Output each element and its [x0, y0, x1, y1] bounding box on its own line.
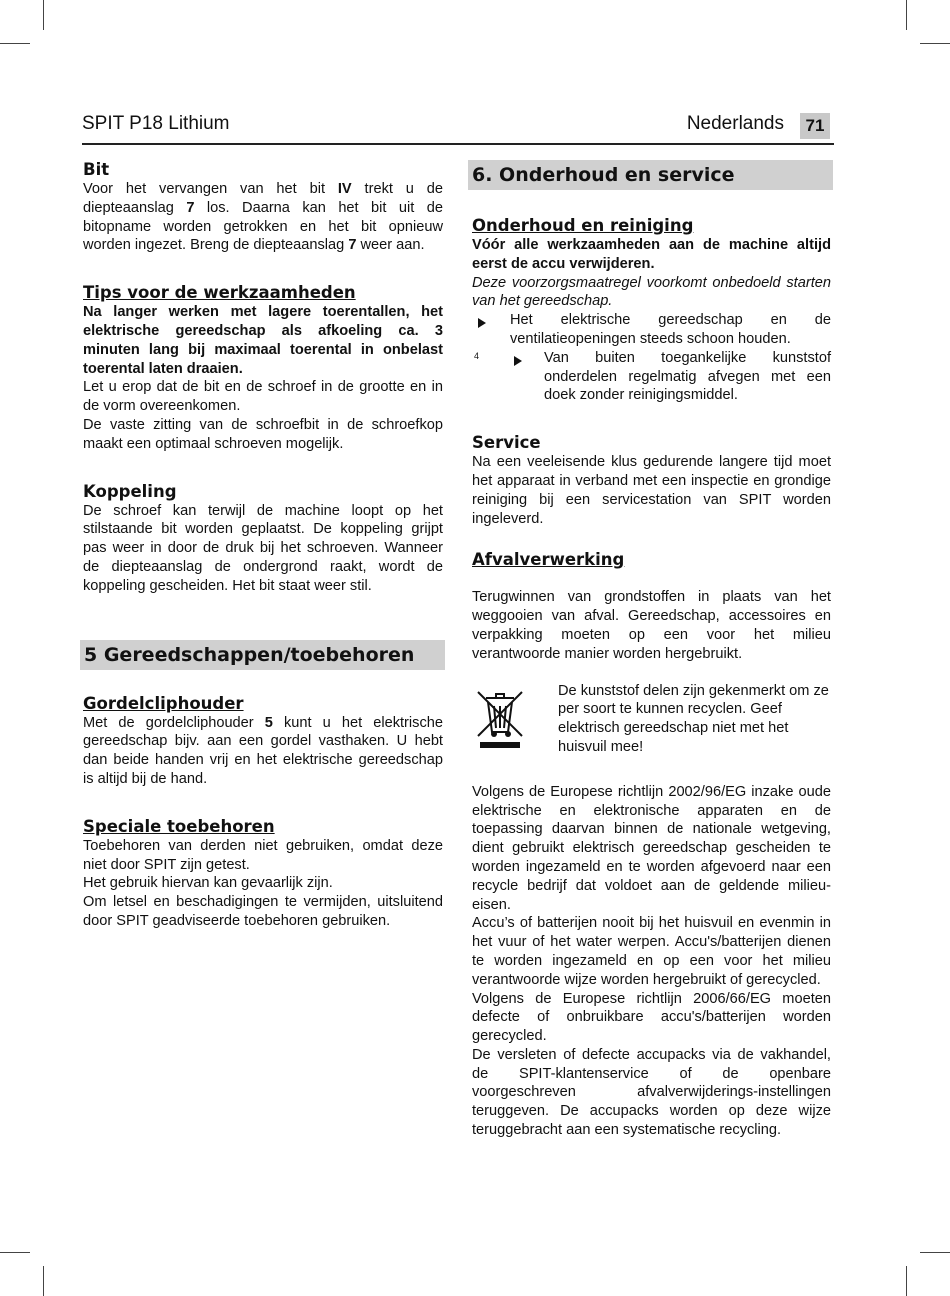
section-6-heading: 6. Onderhoud en service	[468, 160, 833, 190]
heading-onderhoud: Onderhoud en reiniging	[472, 216, 694, 235]
koppeling-text: De schroef kan terwijl de machine loopt op het stilstaande bit worden geplaatst. De koppeling grijpt pas weer in door de druk bij het schroeven. Wanneer de diepteaanslag de ondergrond raakt, wordt de koppeling gescheiden. Het bit staat weer stil.	[83, 502, 443, 594]
right-column	[472, 160, 831, 1140]
tips-bold-text: Na langer werken met lagere toerentallen, het elektrische gereedschap als afkoeling ca. 3 minuten lang bij maximaal toerental in onbelast toerental laten draaien.	[83, 304, 443, 377]
heading-koppeling: Koppeling	[83, 481, 177, 501]
heading-gordelcliphouder: Gordelcliphouder	[83, 693, 244, 713]
speciale-paragraph: Toebehoren van derden niet gebruiken, omdat deze niet door SPIT zijn getest.	[83, 837, 443, 873]
crop-mark	[920, 43, 950, 44]
tips-paragraph: De vaste zitting van de schroefbit in de schroefkop maakt een optimaal schroeven mogelijk.	[83, 416, 443, 452]
section-gordel	[83, 694, 443, 789]
heading-service: Service	[472, 433, 541, 453]
bullet-arrow-icon	[488, 349, 528, 405]
document-title: SPIT P18 Lithium	[82, 113, 230, 134]
afval-paragraph: Volgens de Europese richtlijn 2006/66/EG moeten defecte of onbruikbare accu's/batterijen worden gerecycled.	[472, 990, 831, 1045]
afval-intro: Terugwinnen van grondstoffen in plaats van het weggooien van afval. Gereedschap, accessoires en verpakking moeten op een voor het milieu verantwoorde manier worden hergebruikt.	[472, 589, 831, 662]
bullet-text: Van buiten toegankelijke kunststof onderdelen regelmatig afvegen met een doek zonder reinigingsmiddel.	[544, 349, 831, 404]
bit-text: Voor het vervangen van het bit IV trekt u de diepteaanslag 7 los. Daarna kan het bit uit de bitopname worden getrokken en het bit opnieuw worden ingezet. Breng de diepteaanslag 7 weer aan.	[83, 181, 443, 254]
gordel-text: Met de gordelcliphouder 5 kunt u het elektrische gereedschap bijv. aan een gordel vasthaken. U hebt dan beide handen vrij en het elektrische gereedschap is altijd bij de hand.	[83, 714, 443, 787]
crop-mark	[0, 43, 30, 44]
heading-bit: Bit	[83, 160, 110, 179]
bullet-marker: 4	[474, 350, 480, 361]
section-koppeling	[83, 482, 443, 596]
section-service	[472, 433, 831, 528]
section-bit	[83, 160, 443, 255]
crop-mark	[906, 0, 907, 30]
bullet-text: Het elektrische gereedschap en de ventilatieopeningen steeds schoon houden.	[510, 312, 831, 347]
afval-paragraph: De versleten of defecte accupacks via de vakhandel, de SPIT-klantenservice of de openbare voorgeschreven afvalverwijderings-instellingen teruggeven. De accupacks worden op deze wijze teruggebracht aan een systematische recycling.	[472, 1046, 831, 1139]
weee-text: De kunststof delen zijn gekenmerkt om ze per soort te kunnen recyclen. Geef elektrisch gereedschap niet met het huisvuil mee!	[558, 682, 829, 755]
crop-mark	[906, 1266, 907, 1296]
bullet-item	[472, 311, 831, 349]
page-header	[82, 113, 834, 145]
speciale-paragraph: Het gebruik hiervan kan gevaarlijk zijn.	[83, 875, 333, 892]
section-speciale	[83, 817, 443, 931]
heading-speciale-toebehoren: Speciale toebehoren	[83, 816, 275, 836]
afval-paragraph: Accu’s of batterijen nooit bij het huisvuil en evenmin in het vuur of het water werpen. Accu's/batterijen dienen te worden ingezameld en op een voor het milieu verantwoorde wijze worden hergebruikt of gerecycled.	[472, 915, 831, 988]
left-column	[83, 160, 443, 931]
bullet-item	[472, 349, 831, 405]
tips-paragraph: Let u erop dat de bit en de schroef in de grootte en in de vorm overeenkomen.	[83, 379, 443, 415]
section-tips	[83, 283, 443, 453]
crop-mark	[43, 0, 44, 30]
crop-mark	[0, 1252, 30, 1253]
weee-block	[472, 682, 831, 757]
language-label: Nederlands	[686, 113, 784, 134]
bullet-arrow-icon	[472, 311, 514, 349]
section-5-heading: 5 Gereedschappen/toebehoren	[80, 640, 445, 670]
afval-paragraph: Volgens de Europese richtlijn 2002/96/EG inzake oude elektrische en elektronische apparaten en de toepassing daarvan binnen de nationale wetgeving, dient gebruikt elektrisch gereedschap gescheiden te worden ingezameld en te worden afgevoerd naar een recycle bedrijf dat voldoet aan de geldende milieu-eisen.	[472, 783, 831, 913]
speciale-paragraph: Om letsel en beschadigingen te vermijden, uitsluitend door SPIT geadviseerde toebehoren gebruiken.	[83, 894, 443, 929]
heading-afvalverwerking: Afvalverwerking	[472, 550, 625, 570]
heading-tips: Tips voor de werkzaamheden	[83, 283, 356, 303]
section-onderhoud	[472, 216, 831, 405]
onderhoud-bold-text: Vóór alle werkzaamheden aan de machine altijd eerst de accu verwijderen.	[472, 237, 831, 272]
section-afval	[472, 550, 831, 1140]
page-number: 71	[800, 113, 830, 139]
crop-mark	[920, 1252, 950, 1253]
crossed-bin-icon	[472, 682, 544, 757]
service-text: Na een veeleisende klus gedurende langere tijd moet het apparaat in verband met een inspectie en grondige reiniging bij een servicestation van SPIT worden ingeleverd.	[472, 454, 831, 527]
onderhoud-italic-text: Deze voorzorgsmaatregel voorkomt onbedoeld starten van het gereedschap.	[472, 274, 831, 310]
crop-mark	[43, 1266, 44, 1296]
